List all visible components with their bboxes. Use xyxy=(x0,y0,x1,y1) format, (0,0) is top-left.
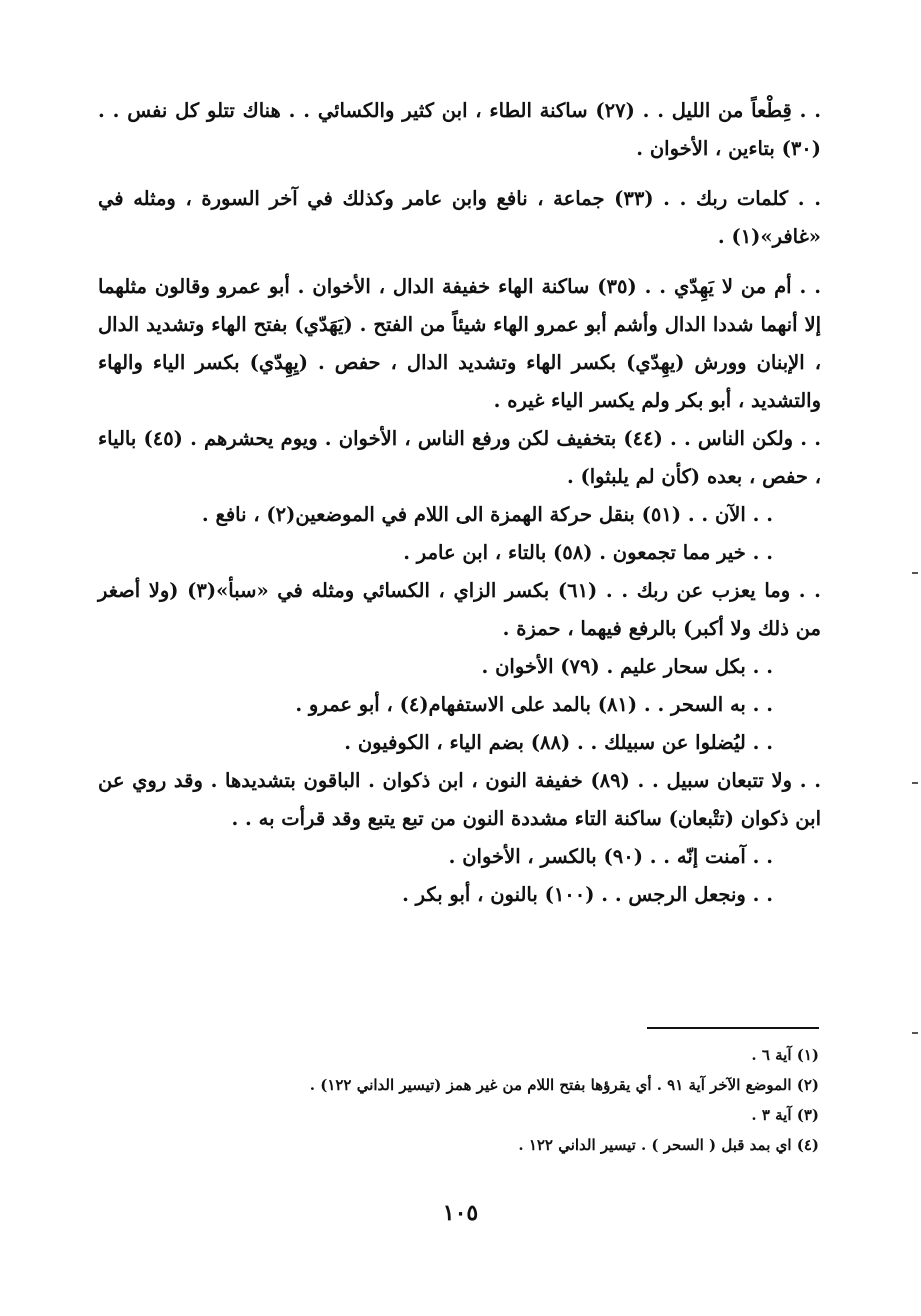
scan-speck xyxy=(912,782,918,784)
footnote-1: (١) آية ٦ . xyxy=(751,1046,819,1064)
paragraph-yunus-79: . . بكل سحار عليم . (٧٩) الأخوان . xyxy=(481,655,773,678)
paragraph-yunus-88: . . ليُضلوا عن سبيلك . . (٨٨) بضم الياء ، الكوفيون . xyxy=(344,731,773,754)
page-number: ١٠٥ xyxy=(442,1200,479,1226)
paragraph-yunus-33: . . كلمات ربك . . (٣٣) جماعة ، نافع وابن عامر وكذلك في آخر السورة ، ومثله في «غافر»(١) . xyxy=(98,187,821,248)
paragraph-yunus-89: . . ولا تتبعان سبيل . . (٨٩) خفيفة النون ، ابن ذكوان . الباقون بتشديدها . وقد روي عن ابن ذكوان (تتْبعان) ساكنة التاء مشددة النون من تبع يتبع وقد قرأت به . . xyxy=(98,769,821,830)
footnote-2: (٢) الموضع الآخر آية ٩١ . أي يقرؤها بفتح اللام من غير همز (تيسير الداني ١٢٢) . xyxy=(309,1076,819,1094)
footnote-4: (٤) اي بمد قبل ( السحر ) . تيسير الداني ١٢٢ . xyxy=(518,1136,819,1154)
paragraph-yunus-51: . . الآن . . (٥١) بنقل حركة الهمزة الى اللام في الموضعين(٢) ، نافع . xyxy=(201,503,773,526)
main-text xyxy=(98,92,821,914)
paragraph-yunus-100: . . ونجعل الرجس . . (١٠٠) بالنون ، أبو بكر . xyxy=(402,883,773,906)
paragraph-yunus-27-30: . . قِطْعاً من الليل . . (٢٧) ساكنة الطاء ، ابن كثير والكسائي . . هناك تتلو كل نفس . . (٣٠) بتاءين ، الأخوان . xyxy=(98,99,822,160)
paragraph-yunus-44-45: . . ولكن الناس . . (٤٤) بتخفيف لكن ورفع الناس ، الأخوان . ويوم يحشرهم . (٤٥) بالياء ، حفص ، بعده (كأن لم يلبثوا) . xyxy=(98,427,821,488)
paragraph-yunus-90: . . آمنت إنّه . . (٩٠) بالكسر ، الأخوان . xyxy=(448,845,773,868)
scan-speck xyxy=(912,1032,918,1034)
paragraph-yunus-58: . . خير مما تجمعون . (٥٨) بالتاء ، ابن عامر . xyxy=(403,541,773,564)
paragraph-yunus-61: . . وما يعزب عن ربك . . (٦١) بكسر الزاي ، الكسائي ومثله في «سبأ»(٣) (ولا أصغر من ذلك ولا أكبر) بالرفع فيهما ، حمزة . xyxy=(98,579,821,640)
footnote-divider xyxy=(647,1027,819,1029)
footnotes xyxy=(100,1040,819,1160)
scan-speck xyxy=(912,572,918,574)
paragraph-yunus-35: . . أم من لا يَهِدّي . . (٣٥) ساكنة الهاء خفيفة الدال ، الأخوان . أبو عمرو وقالون مثلهما إلا أنهما شددا الدال وأشم أبو عمرو الهاء شيئاً من الفتح . (يَهَدّي) بفتح الهاء وتشديد الدال ، الإبنان وورش (يهِدّي) بكسر الهاء وتشديد الدال ، حفص . (يِهِدّي) بكسر الياء والهاء والتشديد ، أبو بكر ولم يكسر الياء غيره . xyxy=(98,275,821,412)
footnote-3: (٣) آية ٣ . xyxy=(751,1106,819,1124)
paragraph-yunus-81: . . به السحر . . (٨١) بالمد على الاستفهام(٤) ، أبو عمرو . xyxy=(295,693,773,716)
